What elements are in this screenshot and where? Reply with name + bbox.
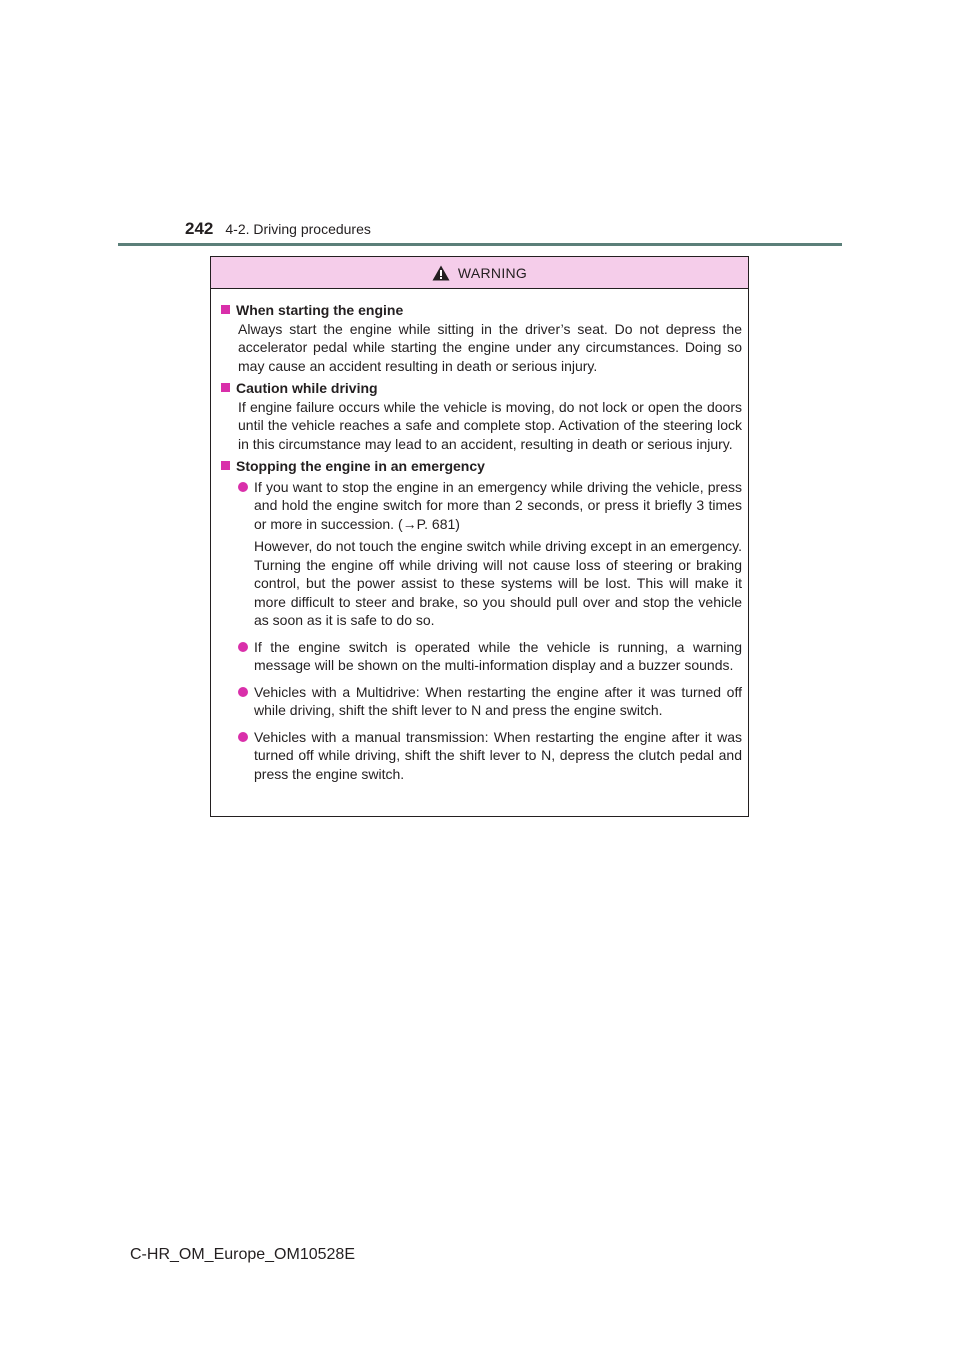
square-bullet-icon: [221, 461, 230, 470]
list-item: [238, 638, 742, 679]
list-item: [238, 683, 742, 724]
warning-box: [210, 256, 749, 817]
section-title: 4-2. Driving procedures: [225, 221, 371, 237]
bullet-text: Vehicles with a manual transmission: When restarting the engine after it was turned off while driving, shift the shift lever to N, depress the clutch pedal and press the engine switch.: [254, 728, 742, 782]
page-header: [185, 219, 371, 239]
circle-bullet-icon: [238, 732, 248, 742]
document-code: C-HR_OM_Europe_OM10528E: [130, 1246, 355, 1263]
bullet-text: Vehicles with a Multidrive: When restarting the engine after it was turned off while driving, shift the shift lever to N and press the engine switch.: [254, 683, 742, 718]
bullet-text: If you want to stop the engine in an emergency while driving the vehicle, press and hold the engine switch for more than 2 seconds, or press it briefly 3 times or more in succession. (→P. 681): [254, 478, 742, 532]
page-number: 242: [185, 219, 214, 238]
section-caution-driving: [219, 379, 742, 453]
header-rule: [118, 243, 842, 246]
warning-body: [211, 289, 748, 787]
warning-triangle-icon: [432, 265, 450, 281]
section-title-starting: When starting the engine: [236, 302, 404, 318]
circle-bullet-icon: [238, 687, 248, 697]
warning-header: [211, 257, 748, 289]
circle-bullet-icon: [238, 642, 248, 652]
square-bullet-icon: [221, 383, 230, 392]
section-starting-engine: [219, 301, 742, 375]
section-text-caution: If engine failure occurs while the vehicle is moving, do not lock or open the doors until the vehicle reaches a safe and complete stop. Activation of the steering lock in this circumstance may lead to an accident, resulting in death or serious injury.: [238, 398, 742, 452]
section-text-starting: Always start the engine while sitting in the driver’s seat. Do not depress the accelerator pedal while starting the engine under any circumstances. Doing so may cause an accident resulting in death or serious injury.: [238, 320, 742, 374]
list-item: [238, 478, 742, 634]
list-item: [238, 728, 742, 788]
section-title-emergency: Stopping the engine in an emergency: [236, 458, 485, 474]
section-emergency-stop: [219, 457, 742, 787]
bullet-text: If the engine switch is operated while the vehicle is running, a warning message will be shown on the multi-information display and a buzzer sounds.: [254, 638, 742, 673]
square-bullet-icon: [221, 305, 230, 314]
circle-bullet-icon: [238, 482, 248, 492]
section-title-caution: Caution while driving: [236, 380, 378, 396]
bullet-text: However, do not touch the engine switch while driving except in an emergency. Turning the engine off while driving will not cause loss of steering or braking control, but the power assist to these systems will be lost. This will make it more difficult to steer and brake, so you should pull over and stop the vehicle as soon as it is safe to do so.: [254, 538, 742, 628]
warning-title: WARNING: [457, 264, 528, 281]
